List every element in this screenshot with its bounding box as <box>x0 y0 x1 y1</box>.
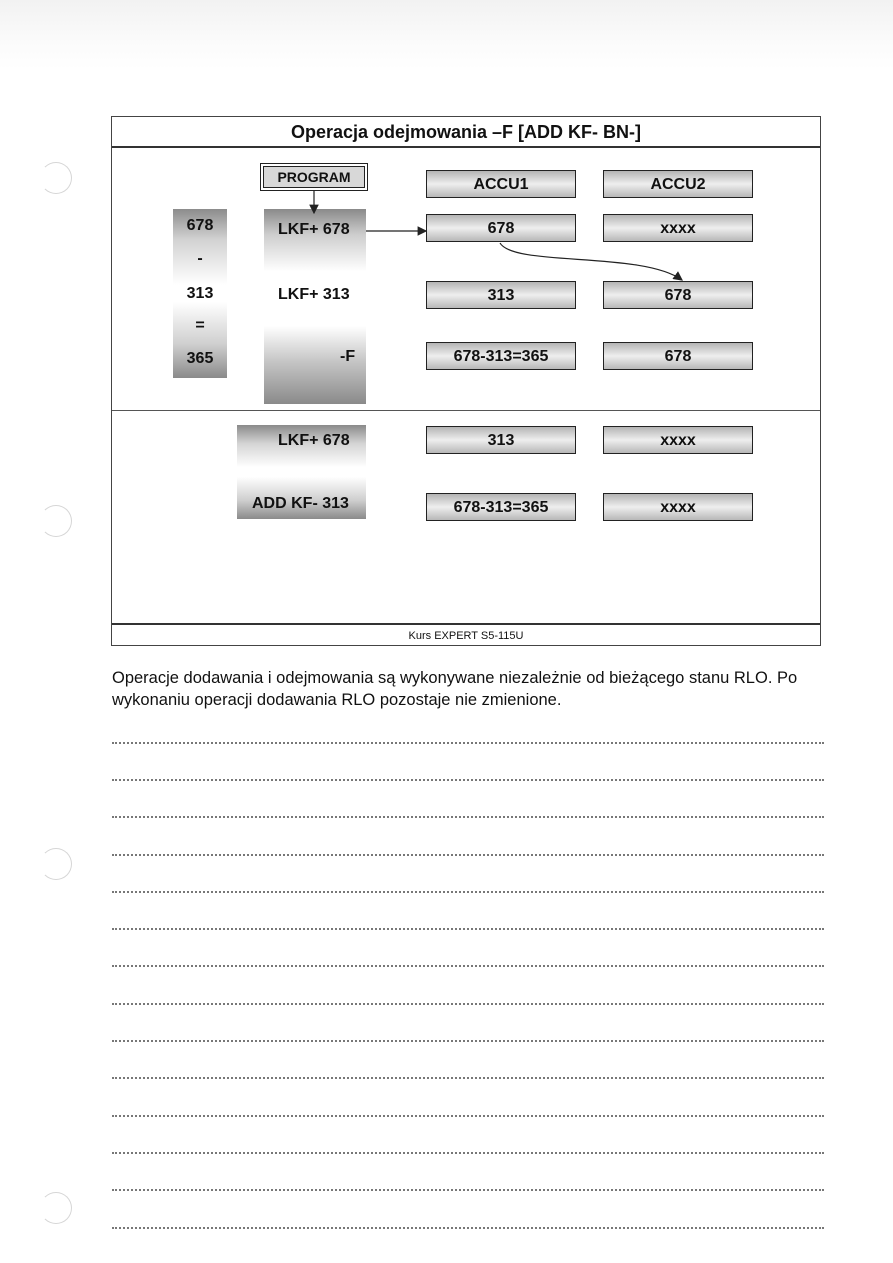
accu1-value: 678 <box>426 214 576 242</box>
accu1-value: 678-313=365 <box>426 342 576 370</box>
dotted-line <box>112 1115 824 1117</box>
instruction: -F <box>340 348 356 365</box>
dotted-line <box>112 1189 824 1191</box>
dotted-line <box>112 1227 824 1229</box>
accu1-value: 313 <box>426 281 576 309</box>
calc-operand-1: 678 <box>186 217 214 234</box>
punch-hole <box>40 1192 72 1224</box>
scan-shadow <box>0 0 893 70</box>
accu2-value: xxxx <box>603 493 753 521</box>
diagram-frame <box>111 116 821 646</box>
instruction: ADD KF- 313 <box>252 495 349 512</box>
accu2-value: 678 <box>603 342 753 370</box>
dotted-line <box>112 1040 824 1042</box>
dotted-line <box>112 1152 824 1154</box>
punch-hole <box>40 848 72 880</box>
dotted-line <box>112 816 824 818</box>
program-label: PROGRAM <box>263 166 365 188</box>
calc-result: 365 <box>186 350 214 367</box>
dotted-line <box>112 891 824 893</box>
diagram-footer: Kurs EXPERT S5-115U <box>112 623 820 647</box>
dotted-line <box>112 928 824 930</box>
dotted-line <box>112 742 824 744</box>
accu1-value: 678-313=365 <box>426 493 576 521</box>
instruction: LKF+ 678 <box>278 432 350 449</box>
shift-arrow <box>500 243 682 280</box>
accu2-header: ACCU2 <box>603 170 753 198</box>
accu2-value: xxxx <box>603 426 753 454</box>
punch-hole <box>40 162 72 194</box>
calc-minus: - <box>197 250 203 267</box>
description-text: Operacje dodawania i odejmowania są wykonywane niezależnie od bieżącego stanu RLO. Po wykonaniu operacji dodawania RLO pozostaje nie zmienione. <box>112 669 798 709</box>
punch-hole <box>40 505 72 537</box>
calc-operand-2: 313 <box>186 285 214 302</box>
dotted-line <box>112 965 824 967</box>
instruction: LKF+ 678 <box>278 221 350 238</box>
accu1-header: ACCU1 <box>426 170 576 198</box>
flow-arrows <box>112 117 820 645</box>
dotted-line <box>112 779 824 781</box>
dotted-line <box>112 1003 824 1005</box>
dotted-line <box>112 854 824 856</box>
diagram-title: Operacja odejmowania –F [ADD KF- BN-] <box>112 117 820 148</box>
instruction: LKF+ 313 <box>278 286 350 303</box>
accu2-value: xxxx <box>603 214 753 242</box>
accu2-value: 678 <box>603 281 753 309</box>
calc-equals: = <box>195 317 205 334</box>
accu1-value: 313 <box>426 426 576 454</box>
dotted-line <box>112 1077 824 1079</box>
